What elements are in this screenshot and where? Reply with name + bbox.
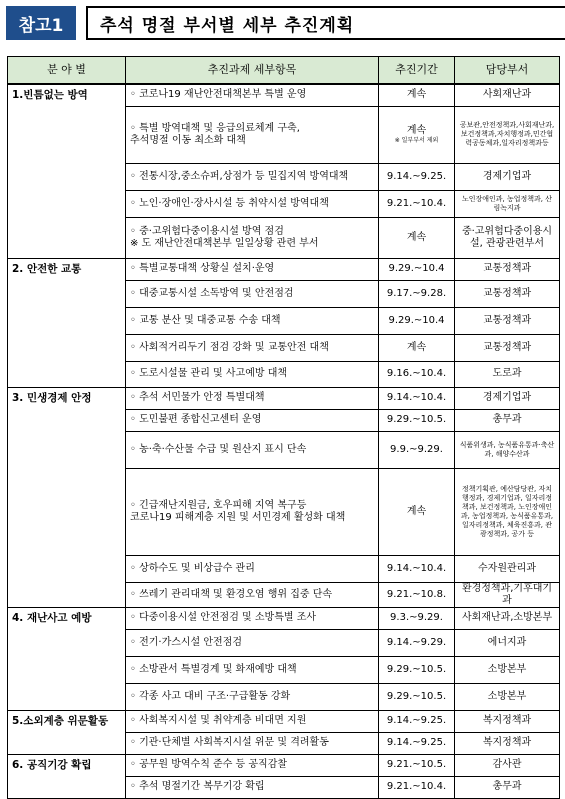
dept-cell: 중·고위험다중이용시설, 관광관련부서	[455, 217, 560, 258]
dept-cell: 총무과	[455, 409, 560, 431]
column-header-dept: 담당부서	[455, 57, 560, 85]
dept-cell: 감사관	[455, 754, 560, 776]
period-value: 9.29.~10.4	[388, 314, 445, 326]
period-value: 9.3.~9.29.	[390, 612, 443, 623]
period-value: 9.21.~10.5.	[386, 759, 447, 770]
task-item: ◦ 다중이용시설 안전점검 및 소방특별 조사	[126, 607, 379, 629]
period-value: 9.14.~10.4.	[386, 392, 447, 403]
task-item: ◦ 교통 분산 및 대중교통 수송 대책	[126, 307, 379, 334]
document-title: 추석 명절 부서별 세부 추진계획	[86, 6, 565, 40]
dept-cell: 공보관,안전정책과,사회재난과,보건정책과,자치행정과,민간협력공동체과,일자리정책과등	[455, 106, 560, 163]
dept-cell: 사회재난과	[455, 84, 560, 106]
category-cell: 1.빈틈없는 방역	[8, 84, 126, 258]
task-item: ◦ 도로시설물 관리 및 사고예방 대책	[126, 361, 379, 387]
reference-badge: 참고1	[6, 6, 76, 40]
table-row	[8, 387, 560, 409]
task-item: ◦ 사회복지시설 및 취약계층 비대면 지원	[126, 710, 379, 732]
period-value: 9.14.~9.29.	[386, 636, 447, 648]
table-row	[8, 84, 560, 106]
task-item: ◦ 농·축·수산물 수급 및 원산지 표시 단속	[126, 431, 379, 468]
task-item: ◦ 각종 사고 대비 구조·구급활동 강화	[126, 683, 379, 710]
period-cell	[379, 361, 455, 387]
task-item: ◦ 소방관서 특별경계 및 화재예방 대책	[126, 656, 379, 683]
dept-cell: 사회재난과,소방본부	[455, 607, 560, 629]
dept-cell: 수자원관리과	[455, 555, 560, 582]
dept-cell: 총무과	[455, 776, 560, 798]
task-item: ◦ 특별 방역대책 및 응급의료체계 구축, 추석명절 이동 최소화 대책	[126, 106, 379, 163]
period-value: 계속	[406, 231, 427, 243]
period-cell	[379, 656, 455, 683]
period-value: 9.21.~10.4.	[386, 197, 447, 209]
task-item: ◦ 전기·가스시설 안전점검	[126, 629, 379, 656]
period-cell	[379, 163, 455, 190]
dept-cell: 식품위생과, 농식품유통과·축산과, 해양수산과	[455, 431, 560, 468]
period-cell	[379, 307, 455, 334]
task-item: ◦ 중·고위험다중이용시설 방역 점검 ※ 도 재난안전대책본부 일일상황 관련 부서	[126, 217, 379, 258]
dept-cell: 교통정책과	[455, 280, 560, 307]
task-item: ◦ 공무원 방역수칙 준수 등 공직감찰	[126, 754, 379, 776]
dept-cell: 정책기획관, 예산담당관, 자치행정과, 경제기업과, 일자리정책과, 보건정책과, 노인장애인과, 농업정책과, 농식품유통과, 일자리정책과, 체육진흥과, 관광정책과, 공가 등	[455, 468, 560, 555]
period-value: 9.29.~10.4	[388, 263, 445, 274]
table-row	[8, 710, 560, 732]
period-cell	[379, 84, 455, 106]
period-value: 9.21.~10.8.	[386, 588, 447, 600]
column-header-category: 분 야 별	[8, 57, 126, 85]
dept-cell: 환경정책과,기후대기과	[455, 582, 560, 607]
table-row	[8, 754, 560, 776]
period-value: 계속	[406, 89, 427, 101]
period-cell	[379, 258, 455, 280]
task-item: ◦ 코로나19 재난안전대책본부 특별 운영	[126, 84, 379, 106]
dept-cell: 도로과	[455, 361, 560, 387]
category-cell: 4. 재난사고 예방	[8, 607, 126, 710]
period-value: 9.9.~9.29.	[390, 443, 443, 455]
dept-cell: 경제기업과	[455, 387, 560, 409]
task-item: ◦ 대중교통시설 소독방역 및 안전점검	[126, 280, 379, 307]
period-cell	[379, 409, 455, 431]
period-value: 계속	[406, 341, 427, 353]
dept-cell: 소방본부	[455, 656, 560, 683]
task-item: ◦ 상하수도 및 비상급수 관리	[126, 555, 379, 582]
period-value: 9.16.~10.4.	[386, 368, 447, 379]
task-item: ◦ 긴급재난지원금, 호우피해 지역 복구등 코로나19 피해계층 지원 및 서민경제 활성화 대책	[126, 468, 379, 555]
period-value: 9.29.~10.5.	[386, 663, 447, 675]
period-value: 계속	[406, 505, 427, 517]
task-item: ◦ 기관·단체별 사회복지시설 위문 및 격려활동	[126, 732, 379, 754]
task-item: ◦ 특별교통대책 상황실 설치·운영	[126, 258, 379, 280]
period-cell	[379, 582, 455, 607]
dept-cell: 교통정책과	[455, 307, 560, 334]
period-value: 9.14.~10.4.	[386, 562, 447, 574]
period-value: 9.29.~10.5.	[386, 414, 447, 425]
period-cell	[379, 710, 455, 732]
category-cell: 5.소외계층 위문활동	[8, 710, 126, 754]
task-item: ◦ 추석 명절기간 복무기강 확립	[126, 776, 379, 798]
period-value: 9.14.~9.25.	[386, 170, 447, 182]
category-cell: 3. 민생경제 안정	[8, 387, 126, 607]
period-cell	[379, 217, 455, 258]
task-item: ◦ 노인·장애인·장사시설 등 취약시설 방역대책	[126, 190, 379, 217]
column-header-period: 추진기간	[379, 57, 455, 85]
task-item: ◦ 쓰레기 관리대책 및 환경오염 행위 집중 단속	[126, 582, 379, 607]
period-value: 9.14.~9.25.	[386, 715, 447, 726]
task-item: ◦ 사회적거리두기 점검 강화 및 교통안전 대책	[126, 334, 379, 361]
period-value: 9.17.~9.28.	[386, 287, 447, 299]
period-value: 9.14.~9.25.	[386, 737, 447, 748]
dept-cell: 교통정책과	[455, 258, 560, 280]
period-cell	[379, 754, 455, 776]
period-cell	[379, 776, 455, 798]
task-item: ◦ 전통시장,중소슈퍼,상점가 등 밀집지역 방역대책	[126, 163, 379, 190]
period-cell	[379, 468, 455, 555]
period-cell	[379, 334, 455, 361]
table-row	[8, 258, 560, 280]
period-cell	[379, 629, 455, 656]
period-cell	[379, 683, 455, 710]
category-cell: 2. 안전한 교통	[8, 258, 126, 387]
dept-cell: 복지정책과	[455, 732, 560, 754]
table-header-row	[8, 57, 560, 85]
period-cell	[379, 431, 455, 468]
plan-table	[7, 56, 560, 799]
category-cell: 6. 공직기강 확립	[8, 754, 126, 798]
period-cell	[379, 555, 455, 582]
task-item: ◦ 도민불편 종합신고센터 운영	[126, 409, 379, 431]
dept-cell: 소방본부	[455, 683, 560, 710]
task-item: ◦ 추석 서민물가 안정 특별대책	[126, 387, 379, 409]
period-note: ※ 일부부서 제외	[394, 136, 439, 144]
column-header-item: 추진과제 세부항목	[126, 57, 379, 85]
dept-cell: 에너지과	[455, 629, 560, 656]
dept-cell: 복지정책과	[455, 710, 560, 732]
dept-cell: 경제기업과	[455, 163, 560, 190]
period-cell	[379, 280, 455, 307]
dept-cell: 교통정책과	[455, 334, 560, 361]
period-cell	[379, 190, 455, 217]
period-cell	[379, 106, 455, 163]
period-cell	[379, 732, 455, 754]
document-header	[6, 6, 565, 40]
period-cell	[379, 387, 455, 409]
dept-cell: 노인장애인과, 농업정책과, 산림녹지과	[455, 190, 560, 217]
table-row	[8, 607, 560, 629]
period-cell	[379, 607, 455, 629]
period-value: 계속	[406, 124, 427, 136]
period-value: 9.29.~10.5.	[386, 690, 447, 702]
period-value: 9.21.~10.4.	[386, 781, 447, 792]
